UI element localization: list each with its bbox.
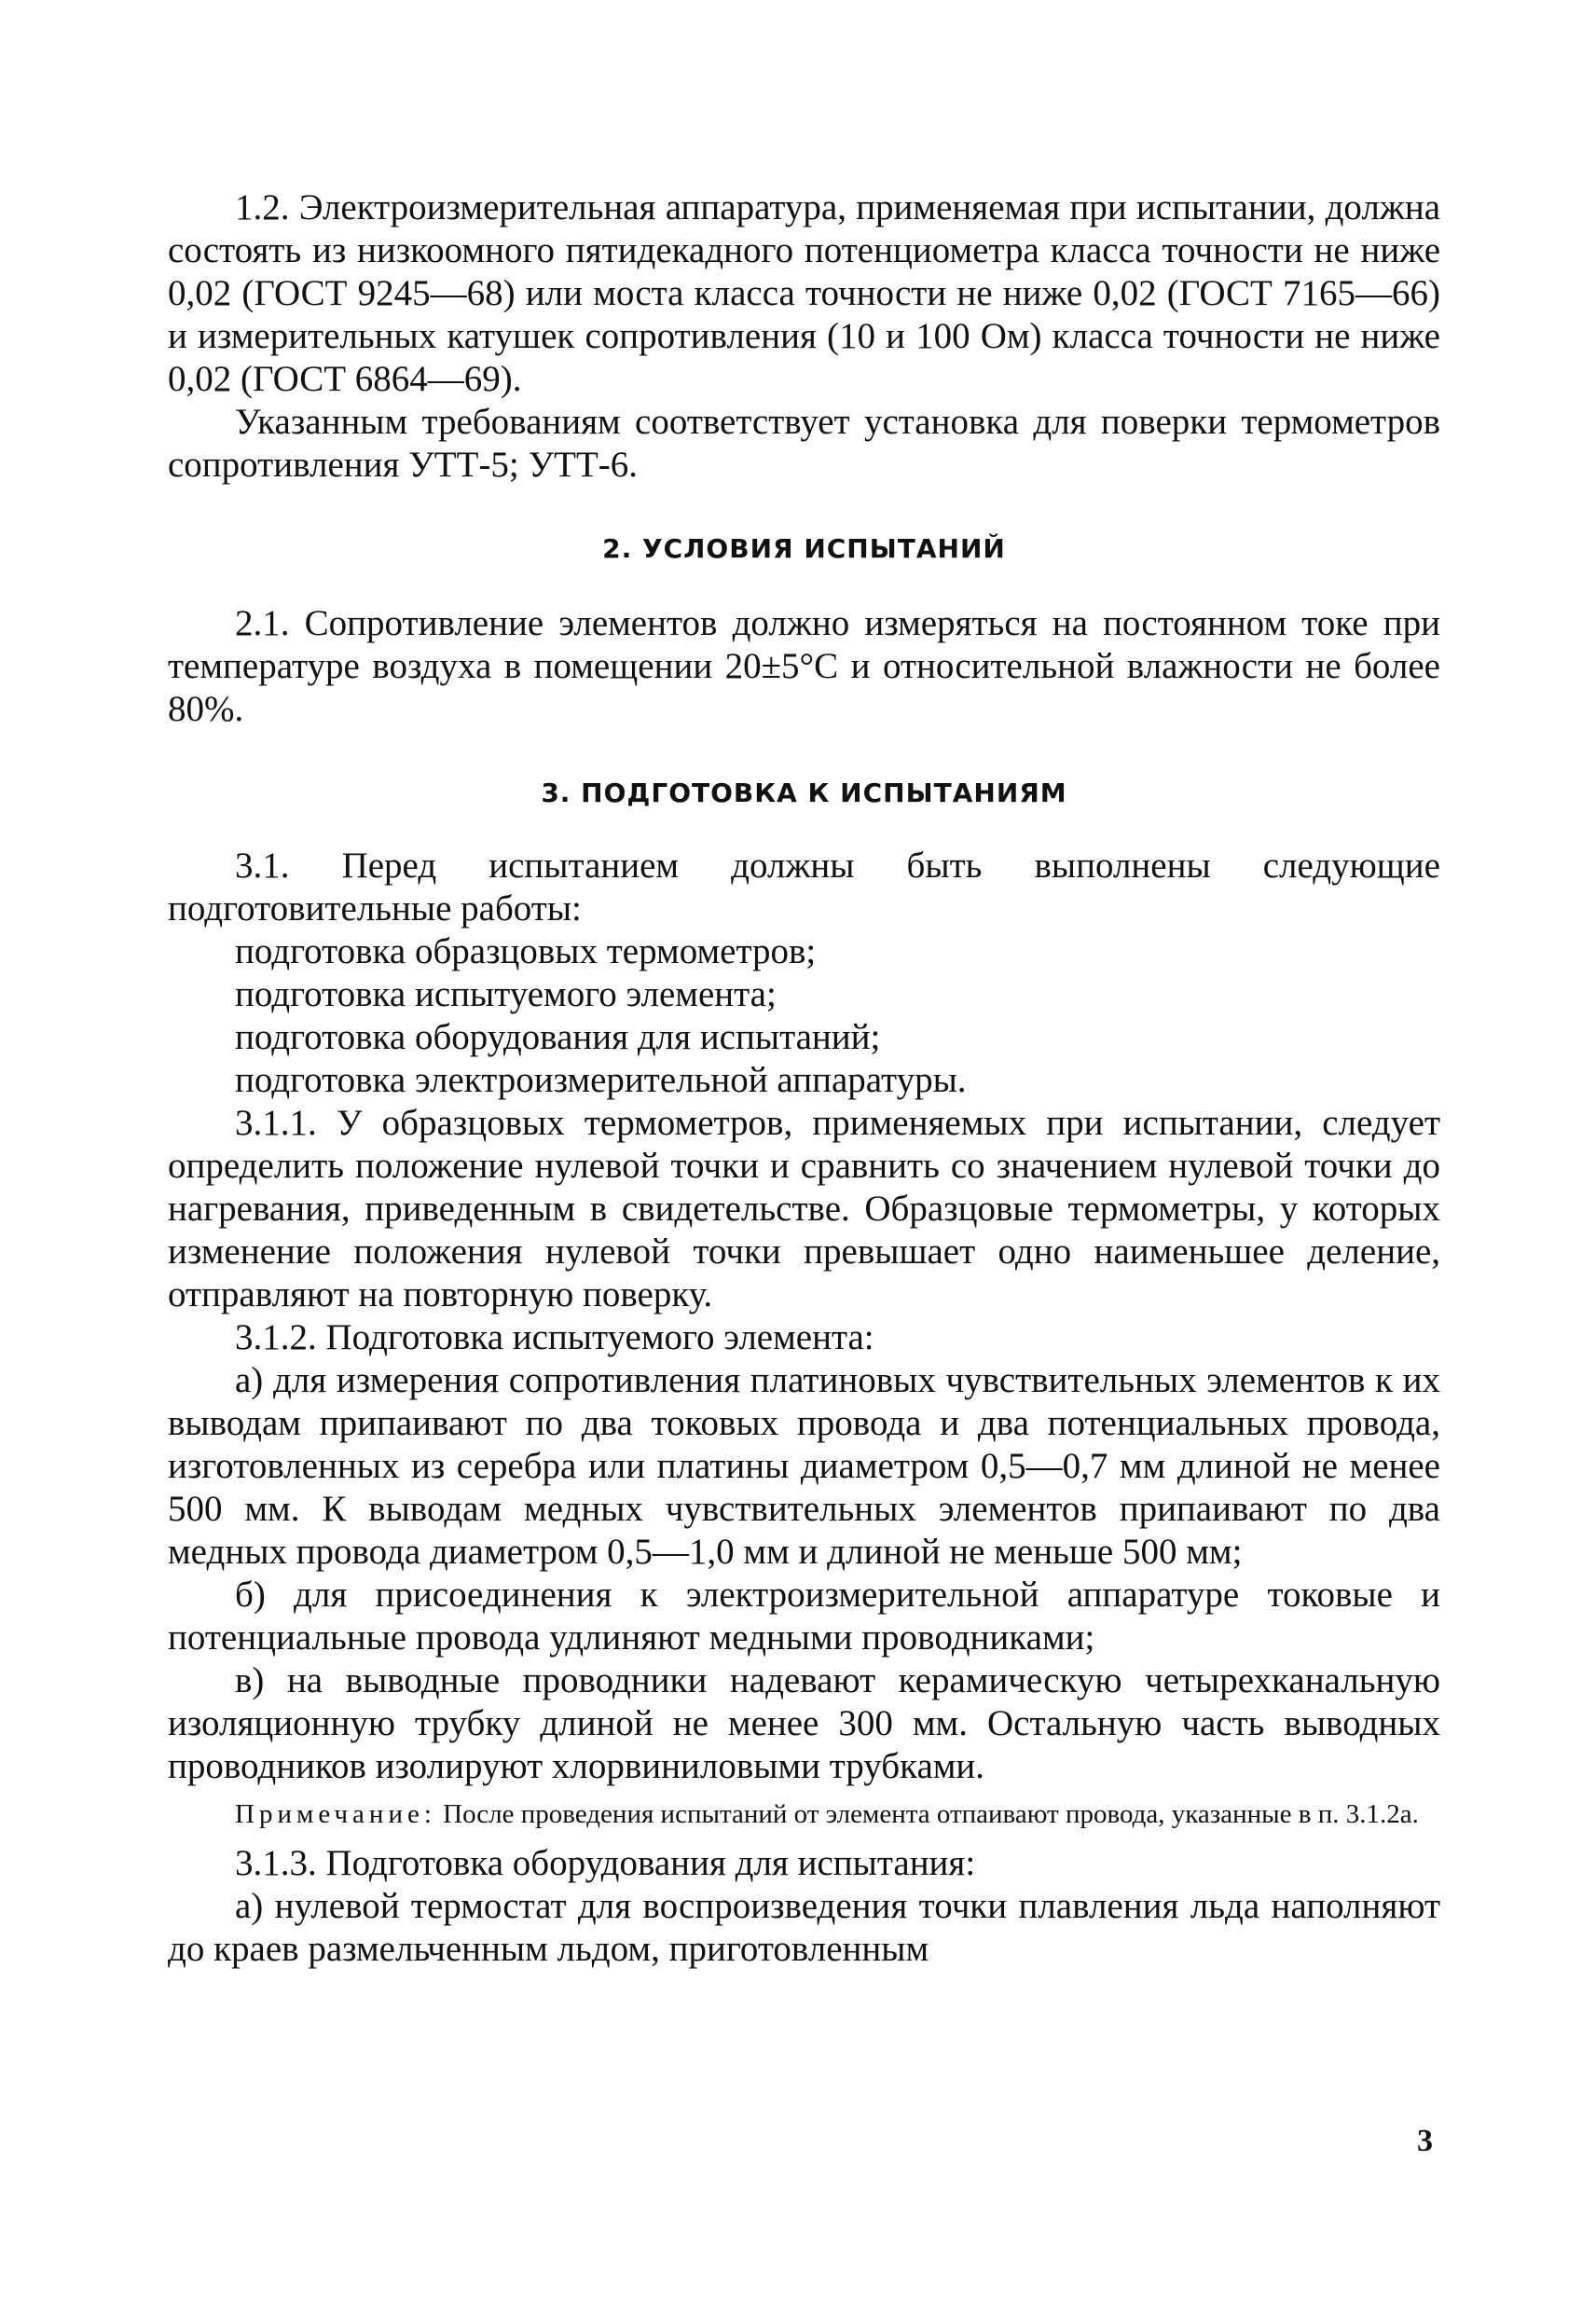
- list-item: подготовка электроизмерительной аппаратуры.: [235, 1060, 967, 1100]
- note-label: Примечание:: [235, 1799, 436, 1829]
- paragraph-1-2-installation: Указанным требованиям соответствует установка для поверки термометров сопротивления УТТ-5; УТТ-6.: [168, 402, 1440, 485]
- paragraph-3-1-1: 3.1.1. У образцовых термометров, применяемых при испытании, следует определить положение нулевой точки и сравнить со значением нулевой точки до нагревания, приведенным в свидетельстве. Образцовые термометры, у которых изменение положения нулевой точки превышает одно наименьшее деление, отправляют на повторную поверку.: [168, 1103, 1440, 1314]
- section-2-heading: 2. УСЛОВИЯ ИСПЫТАНИЙ: [602, 533, 1006, 564]
- page-number: 3: [1417, 2124, 1433, 2158]
- list-item: подготовка оборудования для испытаний;: [235, 1017, 881, 1057]
- section-3-heading: 3. ПОДГОТОВКА К ИСПЫТАНИЯМ: [541, 778, 1067, 808]
- paragraph-2-1: 2.1. Сопротивление элементов должно измеряться на постоянном токе при температуре воздуха в помещении 20±5°С и относительной влажности не более 80%.: [168, 603, 1440, 729]
- list-item: подготовка испытуемого элемента;: [235, 974, 777, 1014]
- paragraph-3-1-2-v: в) на выводные проводники надевают керамическую четырехканальную изоляционную трубку длиной не менее 300 мм. Остальную часть выводных проводников изолируют хлорвиниловыми трубками.: [168, 1660, 1440, 1786]
- list-item: подготовка образцовых термометров;: [235, 931, 817, 971]
- paragraph-3-1-3: 3.1.3. Подготовка оборудования для испытания:: [235, 1843, 976, 1883]
- page-body: [168, 186, 1440, 1971]
- note: [168, 1797, 1440, 1831]
- paragraph-3-1-2: 3.1.2. Подготовка испытуемого элемента:: [235, 1317, 874, 1357]
- paragraph-3-1: 3.1. Перед испытанием должны быть выполнены следующие подготовительные работы:: [168, 846, 1440, 929]
- paragraph-3-1-3-a: а) нулевой термостат для воспроизведения точки плавления льда наполняют до краев размельченным льдом, приготовленным: [168, 1886, 1440, 1969]
- paragraph-3-1-2-b: б) для присоединения к электроизмерительной аппаратуре токовые и потенциальные провода удлиняют медными проводниками;: [168, 1575, 1440, 1658]
- paragraph-3-1-2-a: а) для измерения сопротивления платиновых чувствительных элементов к их выводам припаивают по два токовых провода и два потенциальных провода, изготовленных из серебра или платины диаметром 0,5—0,7 мм длиной не менее 500 мм. К выводам медных чувствительных элементов припаивают по два медных провода диаметром 0,5—1,0 мм и длиной не меньше 500 мм;: [168, 1360, 1440, 1572]
- paragraph-1-2: 1.2. Электроизмерительная аппаратура, применяемая при испытании, должна состоять из низкоомного пятидекадного потенциометра класса точности не ниже 0,02 (ГОСТ 9245—68) или моста класса точности не ниже 0,02 (ГОСТ 7165—66) и измерительных катушек сопротивления (10 и 100 Ом) класса точности не ниже 0,02 (ГОСТ 6864—69).: [168, 187, 1440, 399]
- note-text: После проведения испытаний от элемента отпаивают провода, указанные в п. 3.1.2а.: [443, 1799, 1419, 1829]
